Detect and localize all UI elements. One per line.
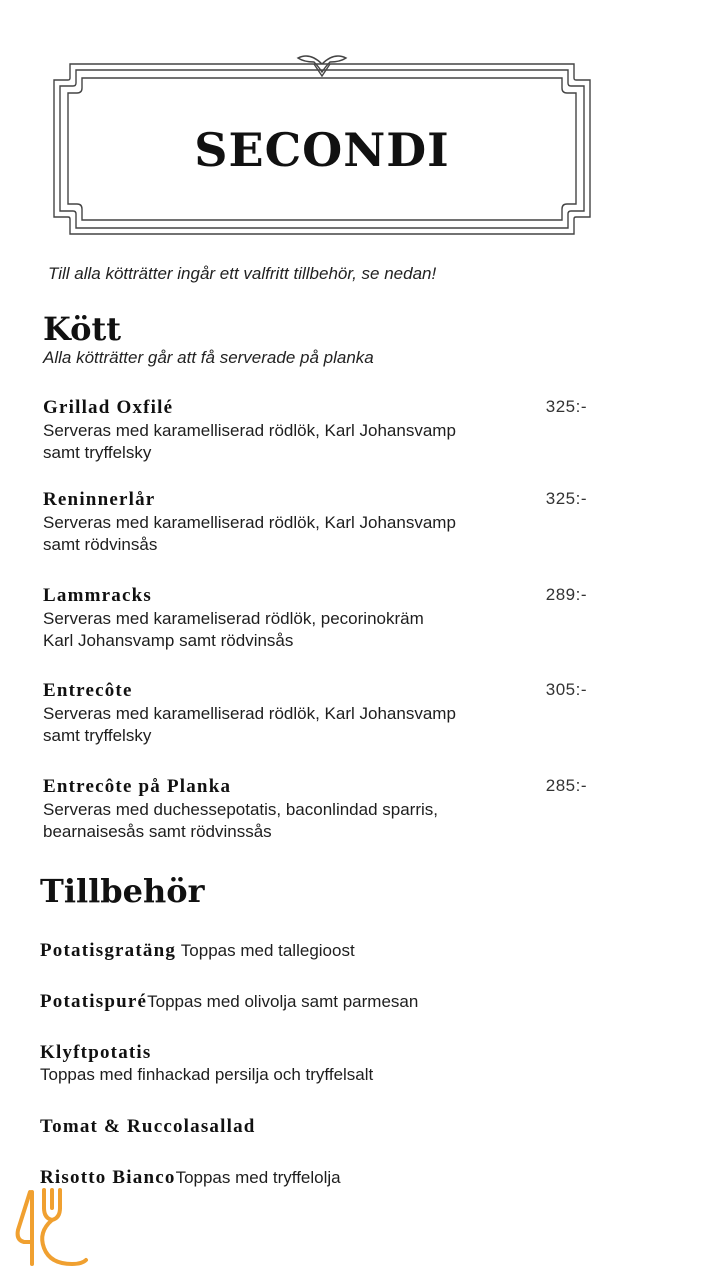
header-frame: [52, 48, 592, 244]
dish-price: 305:-: [545, 680, 587, 699]
section-subtitle-meat: Alla kötträtter går att få serverade på planka: [43, 348, 374, 367]
dish-description: Serveras med karameliserad rödlök, pecorinokräm Karl Johansvamp samt rödvinsås: [43, 609, 424, 650]
dish-price: 285:-: [545, 776, 587, 795]
dish-item: [43, 397, 591, 464]
dish-price: 289:-: [545, 585, 587, 604]
side-name: Tomat & Ruccolasallad: [40, 1116, 256, 1137]
side-item: [40, 991, 640, 1013]
section-title-sides: Tillbehör: [40, 872, 205, 910]
side-item: [40, 940, 640, 962]
dish-item: [43, 776, 591, 843]
dish-item: [43, 489, 591, 556]
side-description: Toppas med tryffelolja: [175, 1168, 341, 1187]
dish-item: [43, 680, 591, 747]
page-title: SECONDI: [194, 123, 450, 177]
side-name: Potatispuré: [40, 991, 148, 1012]
dish-description: Serveras med duchessepotatis, baconlindad sparris, bearnaisesås samt rödvinssås: [43, 800, 438, 841]
dish-description: Serveras med karamelliserad rödlök, Karl Johansvamp samt rödvinsås: [43, 513, 456, 554]
dish-item: [43, 585, 591, 652]
dish-price: 325:-: [545, 397, 587, 416]
dish-name: Lammracks: [43, 585, 152, 606]
fork-knife-logo-icon: [14, 1186, 90, 1270]
side-item: [40, 1167, 640, 1189]
side-item: [40, 1116, 640, 1138]
dish-description: Serveras med karamelliserad rödlök, Karl Johansvamp samt tryffelsky: [43, 421, 456, 462]
dish-name: Reninnerlår: [43, 489, 156, 510]
section-title-meat: Kött: [43, 310, 122, 348]
side-name: Klyftpotatis: [40, 1042, 152, 1063]
side-item: [40, 1042, 640, 1086]
side-name: Risotto Bianco: [40, 1167, 176, 1188]
side-name: Potatisgratäng: [40, 940, 177, 961]
dish-description: Serveras med karamelliserad rödlök, Karl Johansvamp samt tryffelsky: [43, 704, 456, 745]
side-description: Toppas med tallegioost: [180, 941, 355, 960]
dish-name: Grillad Oxfilé: [43, 397, 174, 418]
dish-name: Entrecôte: [43, 680, 133, 701]
dish-price: 325:-: [545, 489, 587, 508]
side-description: Toppas med olivolja samt parmesan: [147, 992, 419, 1011]
dish-name: Entrecôte på Planka: [43, 776, 232, 797]
intro-note: Till alla kötträtter ingår ett valfritt tillbehör, se nedan!: [48, 264, 437, 283]
side-description: Toppas med finhackad persilja och tryffelsalt: [40, 1065, 374, 1084]
